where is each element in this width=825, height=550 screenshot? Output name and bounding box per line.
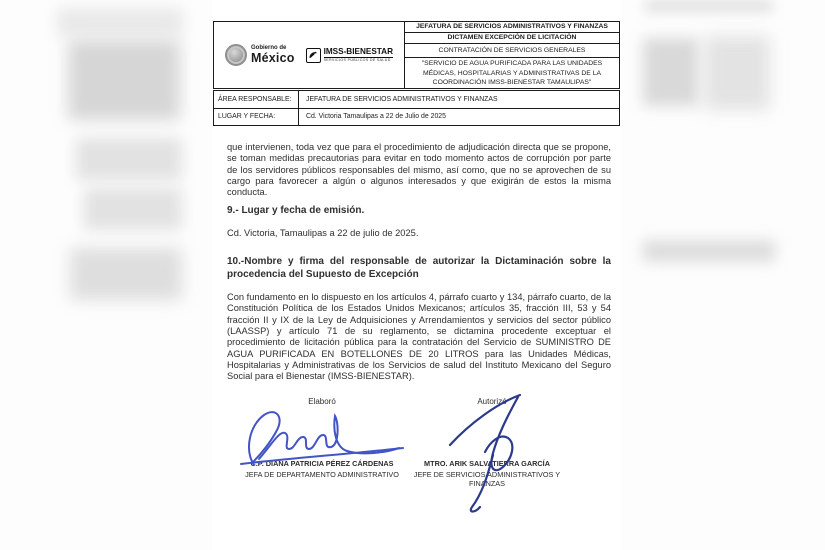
header-right-column: [405, 22, 619, 88]
blurred-backdrop-block: [68, 40, 180, 120]
document-page: [212, 0, 622, 550]
blurred-backdrop-block: [57, 8, 183, 36]
section-9-date: Cd. Victoria, Tamaulipas a 22 de julio de 2025.: [227, 228, 419, 238]
table-row: [214, 91, 619, 109]
section-9-heading: 9.- Lugar y fecha de emisión.: [227, 205, 365, 216]
mexico-eagle-seal-icon: [225, 44, 247, 66]
body-paragraph-fundamento: Con fundamento en lo dispuesto en los artículos 4, párrafo cuarto y 134, párrafo cuarto, de la Constitución Política de los Estados Unidos Mexicanos; artículos 35, fracción III, 53 y 54 fracción II y IX de la Ley de Adquisiciones y Arrendamientos y servicios del sector público (LAASSP) y artículo 71 de su reglamento, se dictamina procedente exceptuar el procedimiento de licitación pública para la contratación del Servicio de SUMINISTRO DE AGUA PURIFICADA EN BOTELLONES DE 20 LITROS para las Unidades Médicas, Hospitalarias y Administrativas de los Servicios de salud del Instituto Mexicano del Seguro Social para el Bienestar (IMSS-BIENESTAR).: [227, 292, 611, 382]
lugar-fecha-label: LUGAR Y FECHA:: [214, 109, 299, 126]
imss-name: IMSS-BIENESTAR: [324, 48, 393, 58]
blurred-backdrop-block: [643, 240, 775, 262]
blurred-backdrop-block: [76, 138, 182, 180]
autorizo-label: Autorizó: [477, 397, 507, 406]
signer-title-left: JEFA DE DEPARTAMENTO ADMINISTRATIVO: [245, 470, 399, 479]
header-row-servicio-titulo: "SERVICIO DE AGUA PURIFICADA PARA LAS UNIDADES MÉDICAS, HOSPITALARIAS Y ADMINISTRATIVAS DE LA COORDINACIÓN IMSS-BIENESTAR TAMAULIPAS": [421, 60, 603, 86]
header-row-dictamen: DICTAMEN EXCEPCIÓN DE LICITACIÓN: [405, 33, 619, 44]
imss-wordmark: [324, 48, 393, 63]
logos-cell: [214, 22, 405, 88]
signer-name-right: MTRO. ARIK SALVATIERRA GARCÍA: [424, 459, 550, 468]
signature-ink-left: [238, 403, 406, 471]
blurred-backdrop-block: [645, 0, 773, 12]
blurred-backdrop-block: [704, 36, 770, 110]
lugar-fecha-value: Cd. Victoria Tamaulipas a 22 de Julio de 2025: [306, 113, 446, 121]
elaboro-label: Elaboró: [308, 397, 336, 406]
blurred-backdrop-block: [643, 38, 699, 106]
gobierno-wordmark: [251, 45, 295, 65]
imss-subtitle: SERVICIOS PÚBLICOS DE SALUD: [323, 57, 391, 62]
blurred-backdrop-block: [84, 188, 182, 230]
area-responsable-value: JEFATURA DE SERVICIOS ADMINISTRATIVOS Y FINANZAS: [306, 95, 498, 103]
signer-name-left: C.P. DIANA PATRICIA PÉREZ CÁRDENAS: [250, 459, 394, 468]
meta-table: [213, 90, 620, 126]
gobierno-line2: México: [250, 51, 295, 66]
gobierno-line1: Gobierno de: [250, 45, 287, 52]
imss-bird-icon: [306, 48, 321, 63]
gobierno-mexico-logo: [225, 44, 295, 66]
imss-bienestar-logo: [306, 48, 393, 63]
signature-ink-right: [444, 391, 548, 515]
section-10-heading: 10.-Nombre y firma del responsable de autorizar la Dictaminación sobre la procedencia del Supuesto de Excepción: [227, 256, 611, 280]
header-row-contratacion: CONTRATACIÓN DE SERVICIOS GENERALES: [405, 44, 619, 59]
area-responsable-label: ÁREA RESPONSABLE:: [214, 91, 299, 108]
table-row: [214, 109, 619, 126]
header-table: [213, 21, 620, 89]
header-row-jefatura: JEFATURA DE SERVICIOS ADMINISTRATIVOS Y FINANZAS: [405, 22, 619, 33]
body-paragraph-anticorrupcion: que intervienen, toda vez que para el procedimiento de adjudicación directa que se propone, se toman medidas precautorias para evitar en todo momento actos de corrupción por parte de los servidores públicos responsables del mismo, así como, que no se aprovechen de su cargo para favorecer a algún o algunos interesados y que exigirán de estos la misma conducta.: [227, 142, 611, 198]
signer-title-right: JEFE DE SERVICIOS ADMINISTRATIVOS Y FINANZAS: [413, 470, 561, 488]
blurred-backdrop-block: [70, 248, 182, 300]
